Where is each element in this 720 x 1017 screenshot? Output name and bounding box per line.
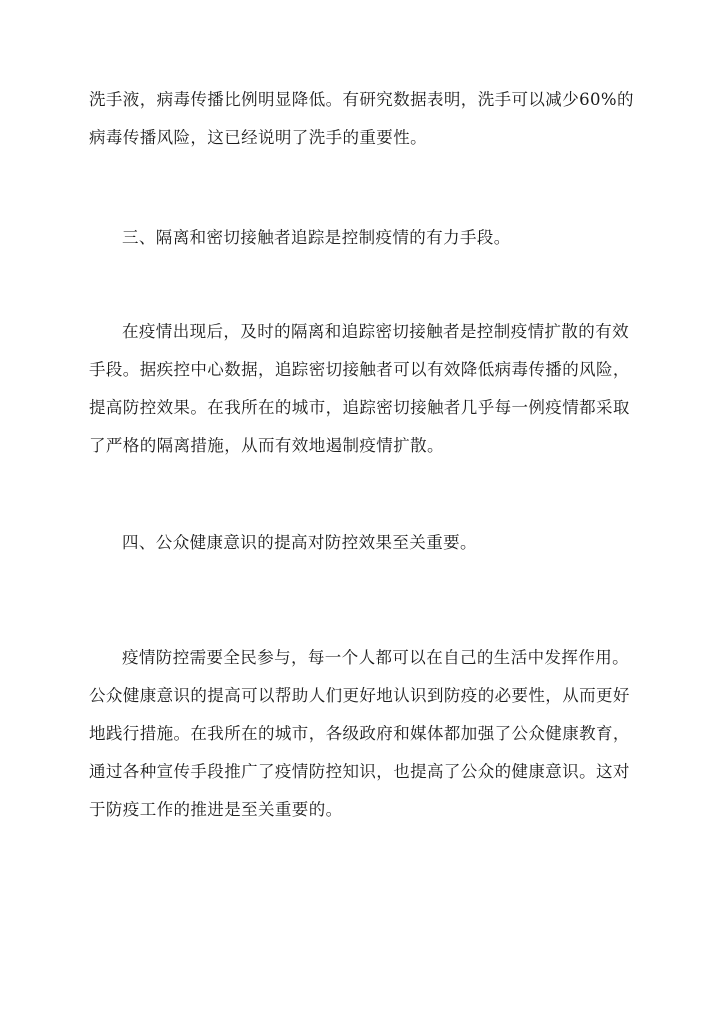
paragraph-handwashing-continued — [89, 81, 634, 157]
paragraph-line: 了严格的隔离措施，从而有效地遏制疫情扩散。 — [89, 436, 444, 455]
paragraph-line: 洗手液，病毒传播比例明显降低。有研究数据表明，洗手可以减少60%的 — [89, 90, 634, 109]
section-heading-public-awareness — [89, 524, 634, 562]
section-heading-text: 三、隔离和密切接触者追踪是控制疫情的有力手段。 — [122, 228, 511, 247]
paragraph-line: 于防疫工作的推进是至关重要的。 — [89, 800, 343, 819]
paragraph-isolation-tracing — [89, 313, 634, 465]
paragraph-line: 提高防控效果。在我所在的城市，追踪密切接触者几乎每一例疫情都采取 — [89, 398, 630, 417]
paragraph-line: 病毒传播风险，这已经说明了洗手的重要性。 — [89, 128, 427, 147]
paragraph-line: 手段。据疾控中心数据，追踪密切接触者可以有效降低病毒传播的风险， — [89, 360, 630, 379]
section-heading-isolation-tracing — [89, 219, 634, 257]
paragraph-line: 疫情防控需要全民参与，每一个人都可以在自己的生活中发挥作用。 — [122, 648, 629, 667]
section-heading-text: 四、公众健康意识的提高对防控效果至关重要。 — [122, 533, 477, 552]
paragraph-line: 地践行措施。在我所在的城市，各级政府和媒体都加强了公众健康教育， — [89, 724, 630, 743]
paragraph-public-awareness — [89, 639, 634, 829]
paragraph-line: 通过各种宣传手段推广了疫情防控知识，也提高了公众的健康意识。这对 — [89, 762, 630, 781]
paragraph-line: 在疫情出现后，及时的隔离和追踪密切接触者是控制疫情扩散的有效 — [122, 322, 629, 341]
paragraph-line: 公众健康意识的提高可以帮助人们更好地认识到防疫的必要性，从而更好 — [89, 686, 630, 705]
